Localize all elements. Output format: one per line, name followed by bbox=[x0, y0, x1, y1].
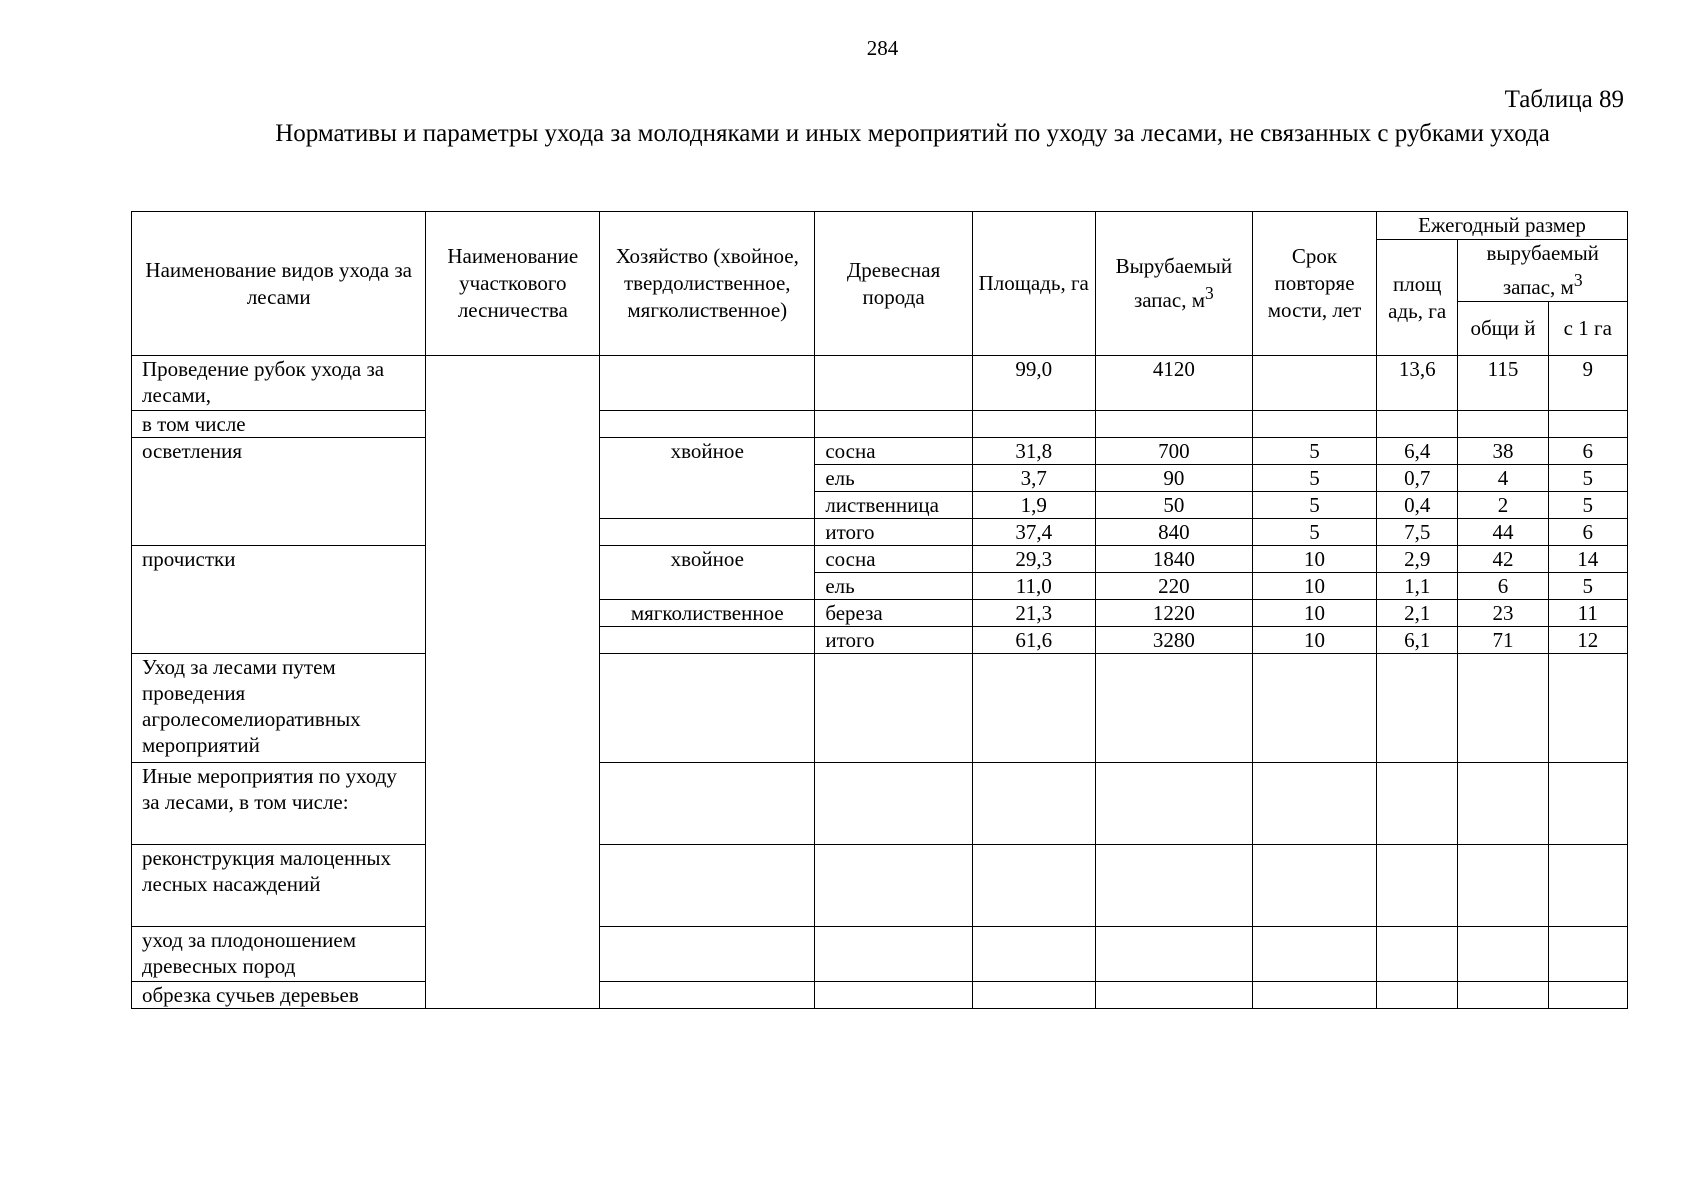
cell-annual-area bbox=[1376, 654, 1457, 763]
cell-care-type: реконструкция малоценных лесных насаждений bbox=[132, 845, 426, 927]
cell-species: сосна bbox=[815, 438, 973, 465]
cell-annual-total: 38 bbox=[1458, 438, 1548, 465]
cell-annual-total: 23 bbox=[1458, 600, 1548, 627]
cell-area bbox=[972, 845, 1095, 927]
cell-species bbox=[815, 411, 973, 438]
cell-annual-total: 2 bbox=[1458, 492, 1548, 519]
cell-area: 61,6 bbox=[972, 627, 1095, 654]
cell-annual-per-ha: 6 bbox=[1548, 519, 1627, 546]
cell-stock: 90 bbox=[1095, 465, 1253, 492]
cell-area: 21,3 bbox=[972, 600, 1095, 627]
cell-period: 5 bbox=[1253, 492, 1377, 519]
cell-annual-area bbox=[1376, 411, 1457, 438]
cell-annual-total: 4 bbox=[1458, 465, 1548, 492]
cell-stock: 220 bbox=[1095, 573, 1253, 600]
cell-annual-total bbox=[1458, 927, 1548, 982]
cell-species: лиственница bbox=[815, 492, 973, 519]
cell-area: 11,0 bbox=[972, 573, 1095, 600]
cell-period bbox=[1253, 411, 1377, 438]
cell-farm: мягколиственное bbox=[600, 600, 815, 627]
cell-care-type: прочистки bbox=[132, 546, 426, 654]
cell-species bbox=[815, 356, 973, 411]
header-stock-sup: 3 bbox=[1204, 283, 1214, 303]
cell-farm bbox=[600, 654, 815, 763]
cell-area: 99,0 bbox=[972, 356, 1095, 411]
header-species: Древесная порода bbox=[815, 212, 973, 356]
cell-stock: 1840 bbox=[1095, 546, 1253, 573]
cell-annual-per-ha: 6 bbox=[1548, 438, 1627, 465]
cell-period: 10 bbox=[1253, 573, 1377, 600]
cell-annual-area: 0,4 bbox=[1376, 492, 1457, 519]
cell-farm bbox=[600, 763, 815, 845]
cell-area: 37,4 bbox=[972, 519, 1095, 546]
cell-annual-area: 0,7 bbox=[1376, 465, 1457, 492]
cell-species bbox=[815, 927, 973, 982]
table-title: Нормативы и параметры ухода за молодняками и иных мероприятий по уходу за лесами, не связанных с рубками ухода bbox=[275, 120, 1550, 147]
cell-stock bbox=[1095, 763, 1253, 845]
cell-annual-per-ha bbox=[1548, 927, 1627, 982]
cell-care-type: Иные мероприятия по уходу за лесами, в том числе: bbox=[132, 763, 426, 845]
table-row bbox=[132, 763, 1628, 845]
cell-species: береза bbox=[815, 600, 973, 627]
table-row bbox=[132, 411, 1628, 438]
cell-period bbox=[1253, 654, 1377, 763]
cell-farm bbox=[600, 519, 815, 546]
cell-annual-area: 2,9 bbox=[1376, 546, 1457, 573]
cell-annual-per-ha: 9 bbox=[1548, 356, 1627, 411]
cell-area: 3,7 bbox=[972, 465, 1095, 492]
cell-farm: хвойное bbox=[600, 546, 815, 600]
cell-annual-per-ha: 5 bbox=[1548, 465, 1627, 492]
cell-period: 10 bbox=[1253, 546, 1377, 573]
cell-area bbox=[972, 654, 1095, 763]
cell-annual-per-ha bbox=[1548, 982, 1627, 1009]
cell-annual-per-ha: 5 bbox=[1548, 573, 1627, 600]
cell-annual-area bbox=[1376, 982, 1457, 1009]
cell-species: итого bbox=[815, 627, 973, 654]
cell-period: 10 bbox=[1253, 627, 1377, 654]
cell-area: 1,9 bbox=[972, 492, 1095, 519]
cell-annual-total bbox=[1458, 845, 1548, 927]
cell-forestry bbox=[426, 356, 600, 1009]
cell-stock bbox=[1095, 845, 1253, 927]
cell-stock bbox=[1095, 654, 1253, 763]
cell-annual-per-ha bbox=[1548, 654, 1627, 763]
cell-care-type: осветления bbox=[132, 438, 426, 546]
cell-stock bbox=[1095, 982, 1253, 1009]
cell-farm bbox=[600, 845, 815, 927]
cell-area: 31,8 bbox=[972, 438, 1095, 465]
header-care-type: Наименование видов ухода за лесами bbox=[132, 212, 426, 356]
table-row bbox=[132, 356, 1628, 411]
cell-stock bbox=[1095, 411, 1253, 438]
cell-area bbox=[972, 411, 1095, 438]
cell-annual-area: 6,1 bbox=[1376, 627, 1457, 654]
cell-stock: 840 bbox=[1095, 519, 1253, 546]
cell-care-type: Уход за лесами путем проведения агролесомелиоративных мероприятий bbox=[132, 654, 426, 763]
cell-period: 10 bbox=[1253, 600, 1377, 627]
cell-stock bbox=[1095, 927, 1253, 982]
cell-annual-per-ha: 5 bbox=[1548, 492, 1627, 519]
cell-area bbox=[972, 927, 1095, 982]
cell-annual-per-ha bbox=[1548, 411, 1627, 438]
table-row bbox=[132, 654, 1628, 763]
cell-annual-total: 42 bbox=[1458, 546, 1548, 573]
cell-annual-per-ha bbox=[1548, 763, 1627, 845]
header-annual-area: площ адь, га bbox=[1376, 240, 1457, 356]
cell-annual-per-ha: 14 bbox=[1548, 546, 1627, 573]
cell-annual-area bbox=[1376, 927, 1457, 982]
header-area: Площадь, га bbox=[972, 212, 1095, 356]
header-forestry: Наименование участкового лесничества bbox=[426, 212, 600, 356]
cell-period: 5 bbox=[1253, 465, 1377, 492]
cell-annual-total: 6 bbox=[1458, 573, 1548, 600]
table-row bbox=[132, 845, 1628, 927]
cell-stock: 1220 bbox=[1095, 600, 1253, 627]
cell-stock: 50 bbox=[1095, 492, 1253, 519]
cell-area bbox=[972, 982, 1095, 1009]
cell-species bbox=[815, 982, 973, 1009]
cell-care-type: в том числе bbox=[132, 411, 426, 438]
cell-annual-area: 7,5 bbox=[1376, 519, 1457, 546]
cell-annual-area: 6,4 bbox=[1376, 438, 1457, 465]
header-annual-stock-text: вырубаемый запас, м bbox=[1486, 241, 1599, 299]
cell-annual-area bbox=[1376, 845, 1457, 927]
header-farm: Хозяйство (хвойное, твердолиственное, мягколиственное) bbox=[600, 212, 815, 356]
cell-annual-total bbox=[1458, 982, 1548, 1009]
cell-farm bbox=[600, 627, 815, 654]
cell-period: 5 bbox=[1253, 438, 1377, 465]
cell-species bbox=[815, 763, 973, 845]
cell-care-type: обрезка сучьев деревьев bbox=[132, 982, 426, 1009]
cell-period bbox=[1253, 982, 1377, 1009]
cell-farm bbox=[600, 927, 815, 982]
cell-stock: 3280 bbox=[1095, 627, 1253, 654]
forest-care-table bbox=[131, 211, 1628, 1009]
header-annual-stock-sup: 3 bbox=[1573, 270, 1583, 290]
cell-annual-area: 2,1 bbox=[1376, 600, 1457, 627]
cell-area: 29,3 bbox=[972, 546, 1095, 573]
cell-annual-total: 71 bbox=[1458, 627, 1548, 654]
cell-farm bbox=[600, 982, 815, 1009]
cell-period bbox=[1253, 927, 1377, 982]
table-row bbox=[132, 546, 1628, 573]
cell-stock: 4120 bbox=[1095, 356, 1253, 411]
cell-area bbox=[972, 763, 1095, 845]
cell-species: сосна bbox=[815, 546, 973, 573]
cell-species bbox=[815, 845, 973, 927]
cell-period bbox=[1253, 763, 1377, 845]
cell-annual-total: 115 bbox=[1458, 356, 1548, 411]
header-annual-stock bbox=[1458, 240, 1628, 302]
header-annual-per-ha: с 1 га bbox=[1548, 302, 1627, 356]
cell-care-type: уход за плодоношением древесных пород bbox=[132, 927, 426, 982]
cell-annual-per-ha: 11 bbox=[1548, 600, 1627, 627]
page-number: 284 bbox=[866, 36, 899, 60]
cell-species: ель bbox=[815, 573, 973, 600]
cell-annual-area: 13,6 bbox=[1376, 356, 1457, 411]
cell-species: итого bbox=[815, 519, 973, 546]
cell-annual-area bbox=[1376, 763, 1457, 845]
cell-period: 5 bbox=[1253, 519, 1377, 546]
cell-species: ель bbox=[815, 465, 973, 492]
cell-care-type: Проведение рубок ухода за лесами, bbox=[132, 356, 426, 411]
cell-annual-per-ha: 12 bbox=[1548, 627, 1627, 654]
cell-annual-total bbox=[1458, 411, 1548, 438]
cell-species bbox=[815, 654, 973, 763]
header-stock-text: Вырубаемый запас, м bbox=[1115, 254, 1233, 312]
cell-farm bbox=[600, 356, 815, 411]
cell-farm bbox=[600, 411, 815, 438]
cell-stock: 700 bbox=[1095, 438, 1253, 465]
cell-period bbox=[1253, 845, 1377, 927]
cell-annual-total bbox=[1458, 654, 1548, 763]
cell-annual-per-ha bbox=[1548, 845, 1627, 927]
header-stock bbox=[1095, 212, 1253, 356]
table-row bbox=[132, 927, 1628, 982]
cell-farm: хвойное bbox=[600, 438, 815, 519]
cell-annual-area: 1,1 bbox=[1376, 573, 1457, 600]
cell-annual-total bbox=[1458, 763, 1548, 845]
table-row bbox=[132, 438, 1628, 465]
cell-annual-total: 44 bbox=[1458, 519, 1548, 546]
header-annual-total: общи й bbox=[1458, 302, 1548, 356]
header-annual: Ежегодный размер bbox=[1376, 212, 1627, 240]
table-row bbox=[132, 982, 1628, 1009]
header-period: Срок повторяе мости, лет bbox=[1253, 212, 1377, 356]
cell-period bbox=[1253, 356, 1377, 411]
table-label: Таблица 89 bbox=[1504, 86, 1624, 113]
